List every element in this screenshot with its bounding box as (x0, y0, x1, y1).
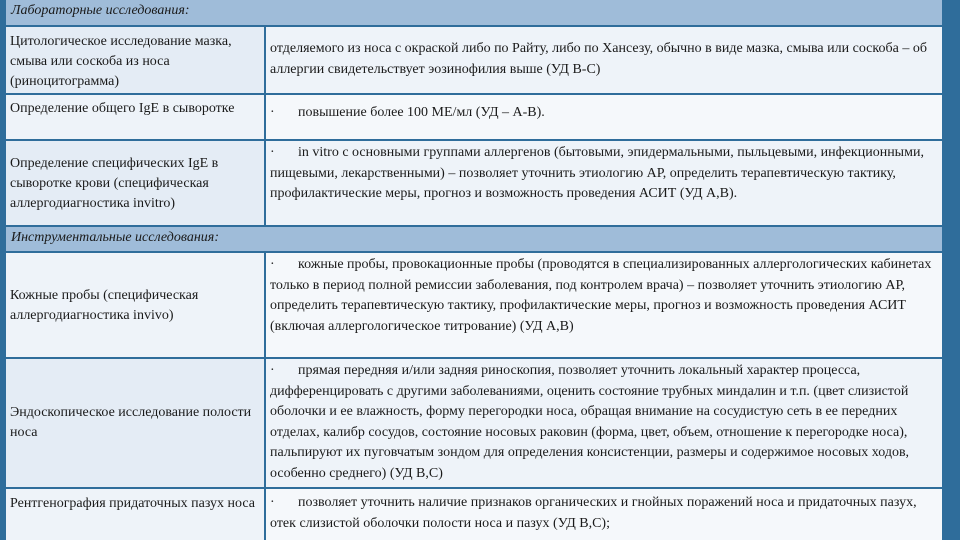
table-row (6, 489, 942, 540)
section-header-instr (6, 227, 942, 251)
description-cell (266, 359, 942, 487)
method-label: Цитологическое исследование мазка, смыва или соскоба из носа (риноцитограмма) (10, 34, 232, 89)
description-cell (266, 141, 942, 225)
description-text: кожные пробы, провокационные пробы (проводятся в специализированных аллергологических кабинетах только в период полной ремиссии заболевания, под контролем врача) – позволяет уточнить этиологию АР, определить терапевтическую тактику, профилактические меры, прогноз и возможность проведения АСИТ (включая аллергологическое титрование) (УД А,В) (270, 257, 932, 334)
table-row (6, 95, 942, 139)
method-label: Определение специфических IgE в сыворотке крови (специфическая аллергодиагностика invitro) (10, 156, 219, 211)
method-label: Эндоскопическое исследование полости носа (10, 405, 252, 440)
description-text: повышение более 100 МЕ/мл (УД – А-В). (298, 105, 545, 120)
description-text: отделяемого из носа с окраской либо по Райту, либо по Хансезу, обычно в виде мазка, смыва или соскоба – об аллергии свидетельствует эозинофилия выше (УД В-С) (270, 41, 927, 77)
bullet-icon: · (270, 363, 275, 378)
bullet-icon: · (270, 495, 275, 510)
table-row (6, 359, 942, 487)
method-label: Кожные пробы (специфическая аллергодиагностика invivo) (10, 288, 199, 323)
description-cell (266, 489, 942, 540)
method-cell (6, 141, 264, 225)
method-cell (6, 253, 264, 357)
table-row (6, 27, 942, 93)
section-header-lab (6, 0, 942, 25)
method-label: Определение общего IgE в сыворотке (10, 101, 235, 116)
description-cell (266, 253, 942, 357)
method-label: Рентгенография придаточных пазух носа (10, 496, 255, 511)
description-text: прямая передняя и/или задняя риноскопия, позволяет уточнить локальный характер процесса, дифференцировать с другими заболеваниями, оценить состояние трубных миндалин и т.п. (цвет слизистой оболочки и ее влажность, форму перегородки носа, обращая внимание на сосудистую сеть в ее передних отделах, калибр сосудов, состояние носовых раковин (форма, цвет, объем, отношение к перегородке носа), пальпируют их пуговчатым зондом для определения консистенции, размеры и содержимое носовых ходов, особенно среднего) (УД В,С) (270, 363, 910, 481)
description-text: позволяет уточнить наличие признаков органических и гнойных поражений носа и придаточных пазух, отек слизистой оболочки полости носа и пазух (УД В,С); (270, 495, 917, 531)
bullet-icon: · (270, 145, 275, 160)
table-row (6, 141, 942, 225)
method-cell (6, 27, 264, 93)
section-title-instr: Инструментальные исследования: (11, 230, 219, 245)
method-cell (6, 489, 264, 540)
method-cell (6, 359, 264, 487)
description-cell (266, 27, 942, 93)
method-cell (6, 95, 264, 139)
table-row (6, 253, 942, 357)
description-text: in vitro с основными группами аллергенов (бытовыми, эпидермальными, пыльцевыми, инфекционными, пищевыми, лекарственными) – позволяет уточнить этиологию АР, определить терапевтическую тактику, профилактические меры, прогноз и возможность проведения АСИТ (УД А,В). (270, 145, 924, 201)
bullet-icon: · (270, 257, 275, 272)
description-cell (266, 95, 942, 139)
section-title-lab: Лабораторные исследования: (11, 3, 190, 18)
bullet-icon: · (270, 105, 275, 120)
